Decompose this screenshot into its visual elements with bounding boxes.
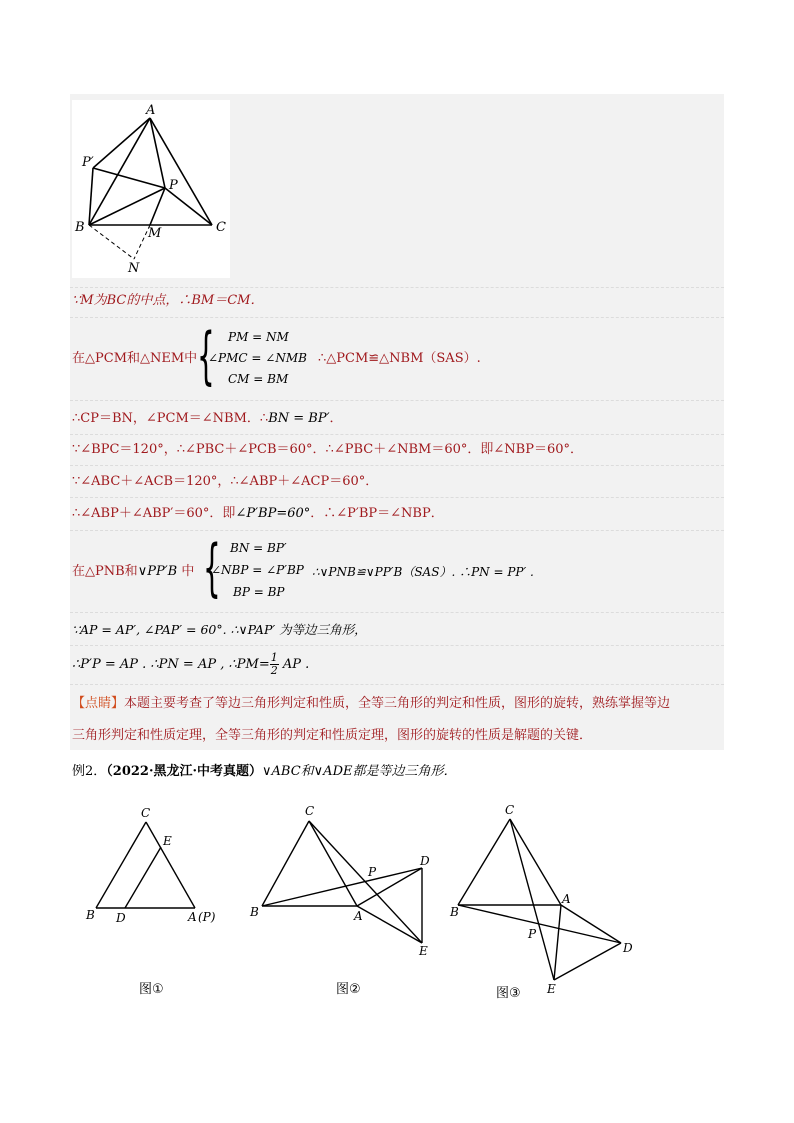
fig3-label-A: A: [562, 892, 571, 906]
proof-line-3a: ∴CP＝BN，∠PCM＝∠NBM．∴: [72, 411, 269, 426]
divider: [70, 645, 724, 646]
divider: [70, 612, 724, 613]
fig1-label-B: B: [86, 908, 95, 922]
fig1-label-E: E: [163, 834, 172, 848]
proof-line-1: ∵M为BC的中点，∴BM＝CM．: [72, 293, 264, 308]
divider: [70, 465, 724, 466]
proof-line-9b: AP .: [282, 657, 310, 672]
label-C: C: [216, 220, 226, 235]
proof-line-6b: ∠P′BP=60°: [235, 506, 311, 521]
label-A: A: [146, 103, 156, 118]
comment-line-1: [72, 695, 670, 713]
fig3-label-P: P: [528, 927, 537, 941]
fig3-label-D: D: [623, 941, 633, 955]
fraction-one-half: $\frac{1}{2}$: [270, 651, 278, 677]
proof-line-7-prefix: [72, 563, 194, 581]
fig2-label-C: C: [305, 804, 315, 818]
divider: [70, 400, 724, 401]
proof-line-2-prefix: 在△PCM和△NEM中: [72, 351, 198, 366]
system2-eq-3: BP = BP: [233, 585, 285, 599]
proof-line-5: ∵∠ABC＋∠ACB＝120°，∴∠ABP＋∠ACP＝60°．: [72, 474, 379, 489]
divider: [70, 317, 724, 318]
fig3-label-B: B: [450, 905, 459, 919]
label-N: N: [128, 261, 140, 276]
fig2-label-A: A: [354, 909, 363, 923]
fig2-label-B: B: [250, 905, 259, 919]
fig1-label-D: D: [116, 911, 126, 925]
geometry-figure-top: [72, 100, 230, 278]
comment-text-1: 本题主要考查了等边三角形判定和性质，全等三角形的判定和性质，图形的旋转，熟练掌握等边: [124, 696, 671, 711]
divider: [70, 530, 724, 531]
label-P-prime: P′: [82, 155, 94, 170]
proof-line-7a: 在△PNB和: [72, 564, 138, 579]
triangle-figure-svg: [72, 100, 230, 278]
fig3-label-C: C: [505, 803, 515, 817]
proof-line-2-suffix: ∴△PCM≌△NBM（SAS）.: [318, 351, 481, 366]
divider: [70, 434, 724, 435]
label-P: P: [169, 178, 178, 193]
fig1-label-P: (P): [198, 910, 216, 924]
example-figures: [72, 795, 672, 1005]
fig1-label-A: A: [188, 910, 197, 924]
proof-line-4: ∵∠BPC＝120°，∴∠PBC＋∠PCB＝60°．∴∠PBC＋∠NBM＝60°．即∠NBP＝60°．: [72, 442, 583, 457]
proof-line-6a: ∴∠ABP＋∠ABP′＝60°．即: [72, 506, 236, 521]
proof-line-3b: BN = BP′: [268, 411, 330, 426]
brace: {: [203, 531, 221, 604]
proof-line-6: [72, 505, 444, 523]
fig2-label-D: D: [420, 854, 430, 868]
proof-line-3: [72, 410, 343, 428]
proof-line-7b: ∨PP′B: [137, 564, 178, 579]
caption-fig2: 图②: [336, 982, 361, 997]
system-eq-2: ∠PMC = ∠NMB: [208, 351, 307, 365]
proof-line-8: ∵AP = AP′, ∠PAP′ = 60°. ∴∨PAP′ 为等边三角形，: [72, 622, 367, 637]
caption-fig1: 图①: [139, 982, 164, 997]
system-eq-1: PM = NM: [228, 330, 289, 344]
proof-line-7c: 中: [181, 564, 195, 579]
proof-line-7-suffix: ∴∨PNB≌∨PP′B（SAS）. ∴PN = PP′ .: [312, 565, 534, 579]
divider: [70, 684, 724, 685]
divider: [70, 287, 724, 288]
example-2-heading: 例2．（2022·黑龙江·中考真题）∨ABC和∨ADE都是等边三角形．: [72, 764, 457, 779]
comment-line-2: 三角形判定和性质定理，全等三角形的判定和性质定理，图形的旋转的性质是解题的关键．: [72, 728, 593, 743]
fig3-label-E: E: [547, 982, 556, 996]
figures-svg: [72, 795, 672, 1005]
comment-tag: 【点睛】: [72, 696, 125, 711]
divider: [70, 497, 724, 498]
brace: {: [197, 319, 215, 392]
label-M: M: [148, 226, 162, 241]
fig1-label-C: C: [141, 806, 151, 820]
proof-line-9: [72, 652, 309, 677]
system-eq-3: CM = BM: [228, 372, 289, 386]
fig2-label-P: P: [368, 865, 377, 879]
label-B: B: [75, 220, 85, 235]
caption-fig3: 图③: [496, 986, 521, 1001]
system2-eq-2: ∠NBP = ∠P′BP: [211, 563, 304, 577]
system2-eq-1: BN = BP′: [230, 541, 287, 555]
fig2-label-E: E: [419, 944, 428, 958]
proof-line-3c: ．: [329, 411, 343, 426]
proof-line-6c: ．∴∠P′BP＝∠NBP．: [310, 506, 444, 521]
proof-line-9a: ∴P′P = AP . ∴PN = AP , ∴PM=: [72, 657, 270, 672]
